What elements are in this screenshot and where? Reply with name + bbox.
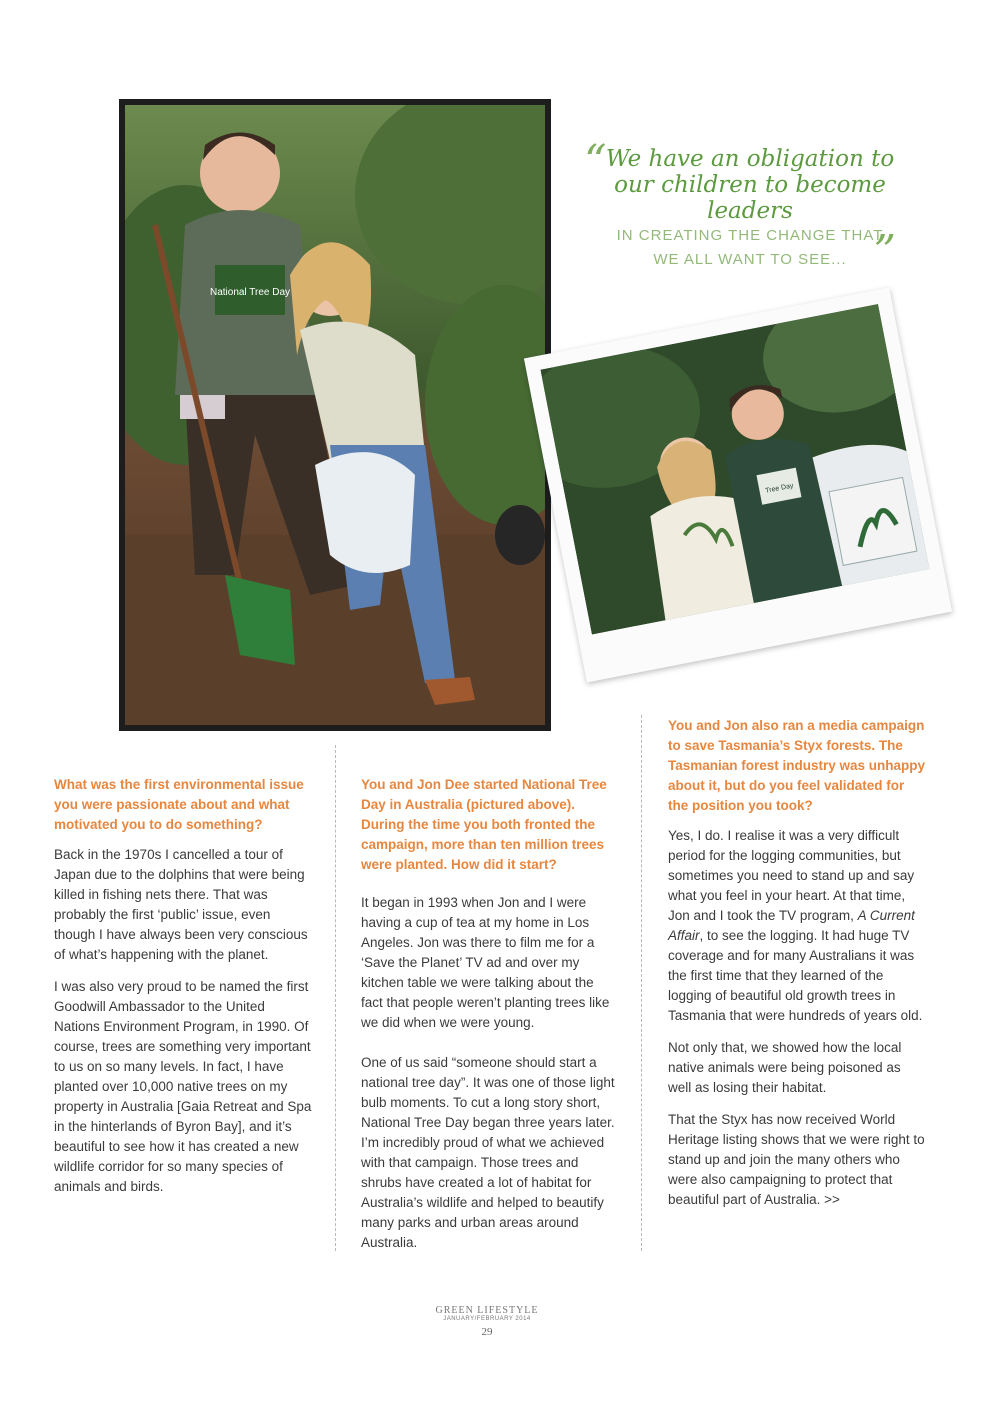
polaroid-tshirt-text: Tree Day bbox=[764, 482, 795, 495]
col3-paragraph-2: Not only that, we showed how the local native animals were being poisoned as well as losing their habitat. bbox=[668, 1040, 902, 1095]
main-photo-tshirt-text: National Tree Day bbox=[209, 287, 291, 298]
main-photo-scene bbox=[125, 105, 545, 725]
col2-paragraph-1: It began in 1993 when Jon and I were having a cup of tea at my home in Los Angeles. Jon was there to film me for a ‘Save the Planet’ TV ad and over my kitchen table we were talking about the fact that people weren’t planting trees like we did when we were young. bbox=[361, 895, 610, 1030]
column-divider-1 bbox=[335, 745, 336, 1251]
page-number: 29 bbox=[481, 1326, 493, 1338]
col2-paragraph-2: One of us said “someone should start a national tree day”. It was one of those light bulb moments. To cut a long story short, National Tree Day began three years later. I’m incredibly proud of what we achieved with that campaign. Those trees and shrubs have created a lot of habitat for Australia’s wildlife and helped to beautify many parks and urban areas around Australia. bbox=[361, 1055, 615, 1250]
col3-paragraph-1-end: , to see the logging. It had huge TV coverage and for many Australians it was the first time that they learned of the logging of beautiful old growth trees in Tasmania that were hundreds of years old. bbox=[668, 928, 923, 1023]
column-2 bbox=[361, 775, 619, 1265]
col1-paragraph-1: Back in the 1970s I cancelled a tour of Japan due to the dolphins that were being killed in fishing nets there. That was probably the first ‘public’ issue, even though I have always been very conscious of what’s happening with the planet. bbox=[54, 847, 308, 962]
close-quote-mark: ” bbox=[873, 226, 896, 277]
col3-paragraph-1-start: Yes, I do. I realise it was a very difficult period for the logging communities, but sometimes you need to stand up and say what you feel in your heart. At that time, Jon and I took the TV program, bbox=[668, 828, 915, 923]
col1-paragraph-2: I was also very proud to be named the first Goodwill Ambassador to the United Nations Environment Program, in 1990. Of course, trees are something very important to us on so many levels. In fact, I have planted over 10,000 native trees on my property in Australia [Gaia Retreat and Spa in the hinterlands of Byron Bay], and it’s beautiful to see how it has created a new wildlife corridor for so many species of animals and birds. bbox=[54, 979, 312, 1194]
polaroid-photo-scene bbox=[540, 304, 929, 635]
pull-quote bbox=[584, 136, 910, 277]
polaroid-photo bbox=[524, 288, 952, 683]
col3-program-title: A Current Affair bbox=[668, 908, 915, 943]
col3-paragraph-1 bbox=[668, 826, 926, 1026]
page-footer bbox=[0, 1305, 974, 1338]
column-1 bbox=[54, 775, 312, 1209]
column-3 bbox=[668, 716, 926, 1222]
col1-question: What was the first environmental issue you were passionate about and what motivated you to do something? bbox=[54, 777, 304, 832]
main-photo-illustration bbox=[125, 105, 545, 725]
magazine-name: GREEN LIFESTYLE bbox=[435, 1305, 539, 1316]
column-divider-2 bbox=[641, 715, 642, 1251]
quote-line-2: our children to become leaders bbox=[614, 172, 886, 224]
col2-question: You and Jon Dee started National Tree Day in Australia (pictured above). During the time you both fronted the campaign, more than ten million trees were planted. How did it start? bbox=[361, 777, 607, 872]
quote-line-3: IN CREATING THE CHANGE THAT bbox=[616, 227, 884, 244]
quote-line-1: We have an obligation to bbox=[605, 146, 895, 172]
issue-date: JANUARY/FEBRUARY 2014 bbox=[443, 1316, 531, 1322]
polaroid-illustration bbox=[540, 304, 929, 635]
quote-line-4: WE ALL WANT TO SEE... bbox=[653, 251, 847, 268]
open-quote-mark: “ bbox=[584, 136, 607, 187]
main-photo bbox=[119, 99, 551, 731]
col3-paragraph-3: That the Styx has now received World Heritage listing shows that we were right to stand up and join the many others who were also campaigning to protect that beautiful part of Australia. >> bbox=[668, 1112, 925, 1207]
col3-question: You and Jon also ran a media campaign to save Tasmania’s Styx forests. The Tasmanian forest industry was unhappy about it, but do you feel validated for the position you took? bbox=[668, 718, 926, 813]
